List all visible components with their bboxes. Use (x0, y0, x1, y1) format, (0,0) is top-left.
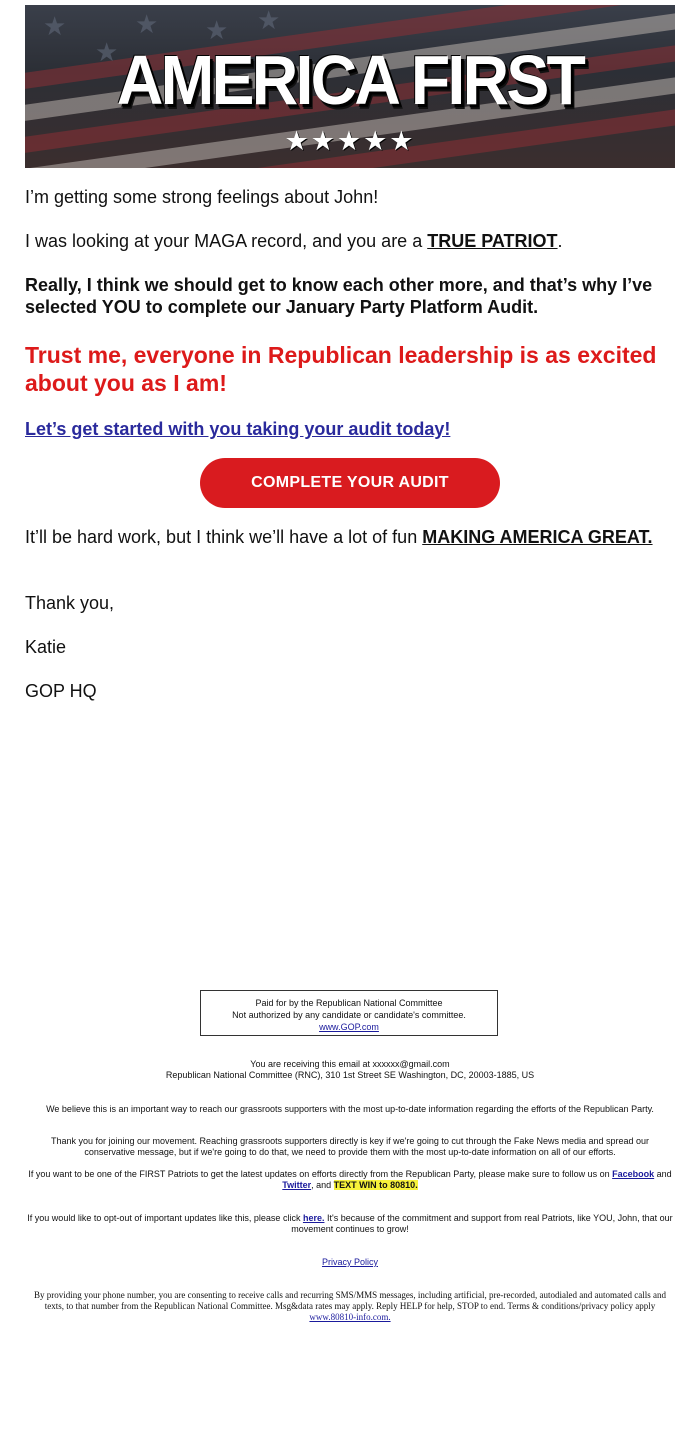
hard-work-prefix: It’ll be hard work, but I think we’ll have a lot of fun (25, 527, 423, 547)
twitter-link[interactable]: Twitter (282, 1180, 312, 1190)
banner-title: AMERICA FIRST (116, 41, 584, 119)
greeting-text: I’m getting some strong feelings about John! (25, 187, 379, 207)
signature-org: GOP HQ (25, 681, 97, 701)
hard-work-text (25, 526, 675, 548)
paid-for-box (200, 990, 498, 1036)
making-america-great-emphasis: MAKING AMERICA GREAT. (422, 527, 653, 547)
sms-info-link[interactable]: www.80810-info.com. (309, 1312, 391, 1322)
trust-headline: Trust me, everyone in Republican leadership is as excited about you as I am! (25, 342, 657, 396)
signature-name: Katie (25, 637, 67, 657)
opt-out-prefix: If you would like to opt-out of important updates like this, please click (27, 1213, 303, 1223)
sms-consent-body: By providing your phone number, you are consenting to receive calls and recurring SMS/MMS messages, including artificial, pre-recorded, autodialed and automated calls and texts, to that number from the Republican National Committee. Msg&data rates may apply. Reply HELP for help, STOP to end. Terms & conditions/privacy policy apply (34, 1290, 666, 1311)
thanks-text: Thank you, (25, 593, 115, 613)
maga-prefix: I was looking at your MAGA record, and you are a (25, 231, 428, 251)
privacy-policy-row (25, 1257, 675, 1268)
banner-stars-icon: ★★★★★ (284, 126, 416, 156)
not-authorized-line: Not authorized by any candidate or candidate's committee. (232, 1010, 466, 1020)
facebook-link[interactable]: Facebook (612, 1169, 655, 1179)
america-first-banner (25, 5, 675, 168)
privacy-policy-link[interactable]: Privacy Policy (321, 1257, 378, 1267)
sms-consent-text (30, 1290, 670, 1323)
gop-website-link[interactable]: www.GOP.com (319, 1022, 379, 1032)
background-star-icon: ★ (135, 9, 159, 39)
true-patriot-emphasis: TRUE PATRIOT (427, 231, 558, 251)
join-movement-text: Thank you for joining our movement. Reaching grassroots supporters directly is key if we're going to cut through the Fake News media and spread our conservative message, but if we're going to do that, we need to provide them with the most up-to-date information on all of our efforts. (50, 1136, 650, 1157)
maga-suffix: . (557, 231, 563, 251)
and-text: and (654, 1169, 672, 1179)
receiving-email-line: You are receiving this email at xxxxxx@gmail.com (250, 1059, 450, 1069)
background-star-icon: ★ (257, 5, 281, 35)
text-win-highlight: TEXT WIN to 80810. (333, 1180, 418, 1190)
opt-out-suffix: It's because of the commitment and support from real Patriots, like YOU, John, that our movement continues to grow! (291, 1213, 673, 1234)
background-star-icon: ★ (43, 11, 67, 41)
rnc-address-line: Republican National Committee (RNC), 310 1st Street SE Washington, DC, 20003-1885, US (165, 1070, 535, 1080)
paid-for-line: Paid for by the Republican National Committee (255, 998, 443, 1008)
opt-out-link[interactable]: here. (302, 1213, 325, 1223)
background-star-icon: ★ (205, 15, 229, 45)
opt-out-text (25, 1213, 675, 1235)
follow-us-text (25, 1169, 675, 1191)
maga-record-text (25, 230, 675, 252)
complete-audit-button[interactable]: COMPLETE YOUR AUDIT (200, 458, 500, 508)
audit-link[interactable]: Let’s get started with you taking your audit today! (25, 419, 451, 439)
grassroots-info-text: We believe this is an important way to reach our grassroots supporters with the most up-to-date information regarding the efforts of the Republican Party. (46, 1104, 654, 1114)
follow-us-prefix: If you want to be one of the FIRST Patriots to get the latest updates on efforts directly from the Republican Party, please make sure to follow us on (28, 1169, 613, 1179)
selected-audit-text: Really, I think we should get to know each other more, and that’s why I’ve selected YOU to complete our January Party Platform Audit. (25, 275, 653, 317)
receiving-email-text (25, 1059, 675, 1081)
and-text: , and (311, 1180, 334, 1190)
background-star-icon: ★ (95, 37, 119, 67)
